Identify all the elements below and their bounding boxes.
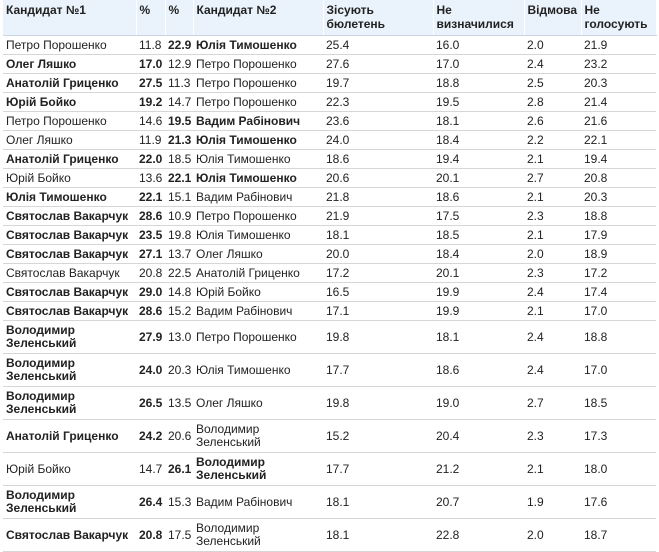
- table-row: [3, 131, 656, 150]
- header-undecided[interactable]: Не визначилися: [433, 0, 524, 36]
- table-row: [3, 112, 656, 131]
- refuse-cell: 2.6: [524, 112, 581, 131]
- percent-2-cell: 12.9: [165, 55, 193, 74]
- spoil-ballot-cell: 15.2: [323, 420, 433, 453]
- candidate-2-cell: Володимир Зеленський: [193, 519, 323, 552]
- candidate-1-cell: Володимир Зеленський: [3, 486, 136, 519]
- undecided-cell: 18.6: [433, 354, 524, 387]
- percent-2-cell: 17.5: [165, 519, 193, 552]
- candidate-1-cell: Святослав Вакарчук: [3, 519, 136, 552]
- table-row: [3, 36, 656, 55]
- refuse-cell: 2.3: [524, 264, 581, 283]
- not-voting-cell: 17.6: [581, 486, 656, 519]
- percent-1-cell: 11.9: [136, 131, 165, 150]
- percent-1-cell: 27.9: [136, 321, 165, 354]
- percent-2-cell: 26.1: [165, 453, 193, 486]
- not-voting-cell: 18.8: [581, 207, 656, 226]
- table-header-row: [3, 0, 656, 36]
- spoil-ballot-cell: 23.6: [323, 112, 433, 131]
- candidate-2-cell: Петро Порошенко: [193, 74, 323, 93]
- header-candidate-1[interactable]: Кандидат №1: [3, 0, 136, 36]
- candidate-2-cell: Юрій Бойко: [193, 283, 323, 302]
- candidate-1-cell: Юлія Тимошенко: [3, 188, 136, 207]
- spoil-ballot-cell: 18.1: [323, 519, 433, 552]
- candidate-2-cell: Володимир Зеленський: [193, 453, 323, 486]
- not-voting-cell: 23.2: [581, 55, 656, 74]
- percent-1-cell: 27.5: [136, 74, 165, 93]
- candidate-2-cell: Петро Порошенко: [193, 93, 323, 112]
- undecided-cell: 16.0: [433, 36, 524, 55]
- refuse-cell: 2.7: [524, 169, 581, 188]
- refuse-cell: 2.2: [524, 131, 581, 150]
- undecided-cell: 20.4: [433, 420, 524, 453]
- spoil-ballot-cell: 22.3: [323, 93, 433, 112]
- not-voting-cell: 21.4: [581, 93, 656, 112]
- percent-1-cell: 27.1: [136, 245, 165, 264]
- percent-2-cell: 20.3: [165, 354, 193, 387]
- percent-1-cell: 17.0: [136, 55, 165, 74]
- spoil-ballot-cell: 25.4: [323, 36, 433, 55]
- not-voting-cell: 17.0: [581, 354, 656, 387]
- not-voting-cell: 18.0: [581, 453, 656, 486]
- candidate-1-cell: Петро Порошенко: [3, 112, 136, 131]
- second-round-pairs-table: [3, 0, 657, 552]
- header-not-voting[interactable]: Не голосують: [581, 0, 656, 36]
- candidate-2-cell: Вадим Рабінович: [193, 486, 323, 519]
- not-voting-cell: 17.2: [581, 264, 656, 283]
- spoil-ballot-cell: 17.1: [323, 302, 433, 321]
- table-row: [3, 150, 656, 169]
- percent-2-cell: 10.9: [165, 207, 193, 226]
- percent-2-cell: 11.3: [165, 74, 193, 93]
- percent-2-cell: 19.5: [165, 112, 193, 131]
- undecided-cell: 22.8: [433, 519, 524, 552]
- candidate-1-cell: Петро Порошенко: [3, 36, 136, 55]
- undecided-cell: 18.4: [433, 131, 524, 150]
- not-voting-cell: 18.5: [581, 387, 656, 420]
- spoil-ballot-cell: 24.0: [323, 131, 433, 150]
- percent-1-cell: 20.8: [136, 519, 165, 552]
- percent-1-cell: 13.6: [136, 169, 165, 188]
- refuse-cell: 2.4: [524, 321, 581, 354]
- not-voting-cell: 20.3: [581, 74, 656, 93]
- percent-1-cell: 26.5: [136, 387, 165, 420]
- table-row: [3, 188, 656, 207]
- table-row: [3, 93, 656, 112]
- percent-2-cell: 22.9: [165, 36, 193, 55]
- refuse-cell: 2.0: [524, 245, 581, 264]
- candidate-1-cell: Святослав Вакарчук: [3, 226, 136, 245]
- refuse-cell: 2.3: [524, 207, 581, 226]
- percent-2-cell: 13.7: [165, 245, 193, 264]
- percent-2-cell: 14.7: [165, 93, 193, 112]
- header-refuse[interactable]: Відмова: [524, 0, 581, 36]
- candidate-1-cell: Юрій Бойко: [3, 169, 136, 188]
- percent-2-cell: 15.1: [165, 188, 193, 207]
- not-voting-cell: 21.6: [581, 112, 656, 131]
- undecided-cell: 20.7: [433, 486, 524, 519]
- undecided-cell: 19.4: [433, 150, 524, 169]
- undecided-cell: 18.8: [433, 74, 524, 93]
- percent-1-cell: 28.6: [136, 207, 165, 226]
- percent-2-cell: 19.8: [165, 226, 193, 245]
- spoil-ballot-cell: 20.0: [323, 245, 433, 264]
- header-candidate-2[interactable]: Кандидат №2: [193, 0, 323, 36]
- not-voting-cell: 18.9: [581, 245, 656, 264]
- percent-1-cell: 29.0: [136, 283, 165, 302]
- percent-1-cell: 23.5: [136, 226, 165, 245]
- percent-2-cell: 13.0: [165, 321, 193, 354]
- spoil-ballot-cell: 20.6: [323, 169, 433, 188]
- percent-2-cell: 15.3: [165, 486, 193, 519]
- table-row: [3, 486, 656, 519]
- candidate-1-cell: Святослав Вакарчук: [3, 264, 136, 283]
- table-row: [3, 302, 656, 321]
- not-voting-cell: 20.3: [581, 188, 656, 207]
- percent-1-cell: 22.0: [136, 150, 165, 169]
- spoil-ballot-cell: 21.9: [323, 207, 433, 226]
- candidate-1-cell: Олег Ляшко: [3, 55, 136, 74]
- table-row: [3, 354, 656, 387]
- undecided-cell: 18.1: [433, 112, 524, 131]
- refuse-cell: 2.1: [524, 226, 581, 245]
- percent-1-cell: 22.1: [136, 188, 165, 207]
- percent-2-cell: 22.1: [165, 169, 193, 188]
- candidate-1-cell: Володимир Зеленський: [3, 354, 136, 387]
- table-row: [3, 55, 656, 74]
- header-spoil-ballot[interactable]: Зiсують бюлетень: [323, 0, 433, 36]
- candidate-2-cell: Юлія Тимошенко: [193, 226, 323, 245]
- candidate-1-cell: Юрій Бойко: [3, 93, 136, 112]
- percent-1-cell: 11.8: [136, 36, 165, 55]
- percent-1-cell: 14.6: [136, 112, 165, 131]
- undecided-cell: 21.2: [433, 453, 524, 486]
- candidate-2-cell: Юлія Тимошенко: [193, 131, 323, 150]
- spoil-ballot-cell: 16.5: [323, 283, 433, 302]
- percent-1-cell: 14.7: [136, 453, 165, 486]
- spoil-ballot-cell: 21.8: [323, 188, 433, 207]
- percent-2-cell: 18.5: [165, 150, 193, 169]
- not-voting-cell: 17.3: [581, 420, 656, 453]
- candidate-2-cell: Петро Порошенко: [193, 207, 323, 226]
- candidate-2-cell: Анатолій Гриценко: [193, 264, 323, 283]
- percent-2-cell: 21.3: [165, 131, 193, 150]
- percent-1-cell: 26.4: [136, 486, 165, 519]
- candidate-2-cell: Юлія Тимошенко: [193, 354, 323, 387]
- table-row: [3, 169, 656, 188]
- header-percent-1[interactable]: %: [136, 0, 165, 36]
- percent-1-cell: 19.2: [136, 93, 165, 112]
- candidate-2-cell: Олег Ляшко: [193, 245, 323, 264]
- percent-1-cell: 24.0: [136, 354, 165, 387]
- not-voting-cell: 18.7: [581, 519, 656, 552]
- refuse-cell: 2.1: [524, 150, 581, 169]
- percent-1-cell: 28.6: [136, 302, 165, 321]
- candidate-2-cell: Володимир Зеленський: [193, 420, 323, 453]
- table-row: [3, 264, 656, 283]
- header-percent-2[interactable]: %: [165, 0, 193, 36]
- candidate-1-cell: Святослав Вакарчук: [3, 283, 136, 302]
- candidate-1-cell: Олег Ляшко: [3, 131, 136, 150]
- not-voting-cell: 20.8: [581, 169, 656, 188]
- not-voting-cell: 17.0: [581, 302, 656, 321]
- undecided-cell: 18.1: [433, 321, 524, 354]
- percent-2-cell: 14.8: [165, 283, 193, 302]
- not-voting-cell: 17.4: [581, 283, 656, 302]
- refuse-cell: 1.9: [524, 486, 581, 519]
- refuse-cell: 2.4: [524, 354, 581, 387]
- candidate-1-cell: Святослав Вакарчук: [3, 207, 136, 226]
- candidate-2-cell: Вадим Рабінович: [193, 112, 323, 131]
- undecided-cell: 20.1: [433, 169, 524, 188]
- spoil-ballot-cell: 17.7: [323, 453, 433, 486]
- table-row: [3, 207, 656, 226]
- table-row: [3, 387, 656, 420]
- table-row: [3, 453, 656, 486]
- spoil-ballot-cell: 19.8: [323, 321, 433, 354]
- spoil-ballot-cell: 19.8: [323, 387, 433, 420]
- table-row: [3, 74, 656, 93]
- refuse-cell: 2.7: [524, 387, 581, 420]
- undecided-cell: 19.9: [433, 283, 524, 302]
- table-row: [3, 283, 656, 302]
- percent-2-cell: 20.6: [165, 420, 193, 453]
- percent-1-cell: 20.8: [136, 264, 165, 283]
- not-voting-cell: 17.9: [581, 226, 656, 245]
- not-voting-cell: 19.4: [581, 150, 656, 169]
- candidate-1-cell: Анатолій Гриценко: [3, 150, 136, 169]
- undecided-cell: 17.5: [433, 207, 524, 226]
- undecided-cell: 18.4: [433, 245, 524, 264]
- undecided-cell: 18.6: [433, 188, 524, 207]
- spoil-ballot-cell: 17.2: [323, 264, 433, 283]
- undecided-cell: 18.5: [433, 226, 524, 245]
- spoil-ballot-cell: 18.1: [323, 226, 433, 245]
- refuse-cell: 2.4: [524, 283, 581, 302]
- candidate-2-cell: Вадим Рабінович: [193, 302, 323, 321]
- not-voting-cell: 21.9: [581, 36, 656, 55]
- candidate-2-cell: Юлія Тимошенко: [193, 150, 323, 169]
- table-row: [3, 420, 656, 453]
- candidate-2-cell: Олег Ляшко: [193, 387, 323, 420]
- undecided-cell: 19.5: [433, 93, 524, 112]
- spoil-ballot-cell: 19.7: [323, 74, 433, 93]
- spoil-ballot-cell: 27.6: [323, 55, 433, 74]
- candidate-1-cell: Володимир Зеленський: [3, 321, 136, 354]
- not-voting-cell: 22.1: [581, 131, 656, 150]
- spoil-ballot-cell: 18.6: [323, 150, 433, 169]
- refuse-cell: 2.1: [524, 302, 581, 321]
- percent-2-cell: 13.5: [165, 387, 193, 420]
- refuse-cell: 2.1: [524, 453, 581, 486]
- spoil-ballot-cell: 17.7: [323, 354, 433, 387]
- candidate-1-cell: Анатолій Гриценко: [3, 420, 136, 453]
- candidate-1-cell: Святослав Вакарчук: [3, 302, 136, 321]
- table-row: [3, 245, 656, 264]
- percent-1-cell: 24.2: [136, 420, 165, 453]
- candidate-1-cell: Володимир Зеленський: [3, 387, 136, 420]
- candidate-2-cell: Вадим Рабінович: [193, 188, 323, 207]
- table-row: [3, 226, 656, 245]
- refuse-cell: 2.0: [524, 36, 581, 55]
- undecided-cell: 20.1: [433, 264, 524, 283]
- undecided-cell: 19.9: [433, 302, 524, 321]
- candidate-1-cell: Юрій Бойко: [3, 453, 136, 486]
- undecided-cell: 17.0: [433, 55, 524, 74]
- refuse-cell: 2.5: [524, 74, 581, 93]
- candidate-2-cell: Петро Порошенко: [193, 321, 323, 354]
- refuse-cell: 2.8: [524, 93, 581, 112]
- candidate-2-cell: Петро Порошенко: [193, 55, 323, 74]
- candidate-2-cell: Юлія Тимошенко: [193, 36, 323, 55]
- candidate-1-cell: Святослав Вакарчук: [3, 245, 136, 264]
- refuse-cell: 2.1: [524, 188, 581, 207]
- not-voting-cell: 18.8: [581, 321, 656, 354]
- table-body: [3, 36, 656, 552]
- refuse-cell: 2.0: [524, 519, 581, 552]
- table-row: [3, 519, 656, 552]
- candidate-2-cell: Юлія Тимошенко: [193, 169, 323, 188]
- spoil-ballot-cell: 18.1: [323, 486, 433, 519]
- candidate-1-cell: Анатолій Гриценко: [3, 74, 136, 93]
- refuse-cell: 2.3: [524, 420, 581, 453]
- percent-2-cell: 15.2: [165, 302, 193, 321]
- undecided-cell: 19.0: [433, 387, 524, 420]
- table-row: [3, 321, 656, 354]
- percent-2-cell: 22.5: [165, 264, 193, 283]
- refuse-cell: 2.4: [524, 55, 581, 74]
